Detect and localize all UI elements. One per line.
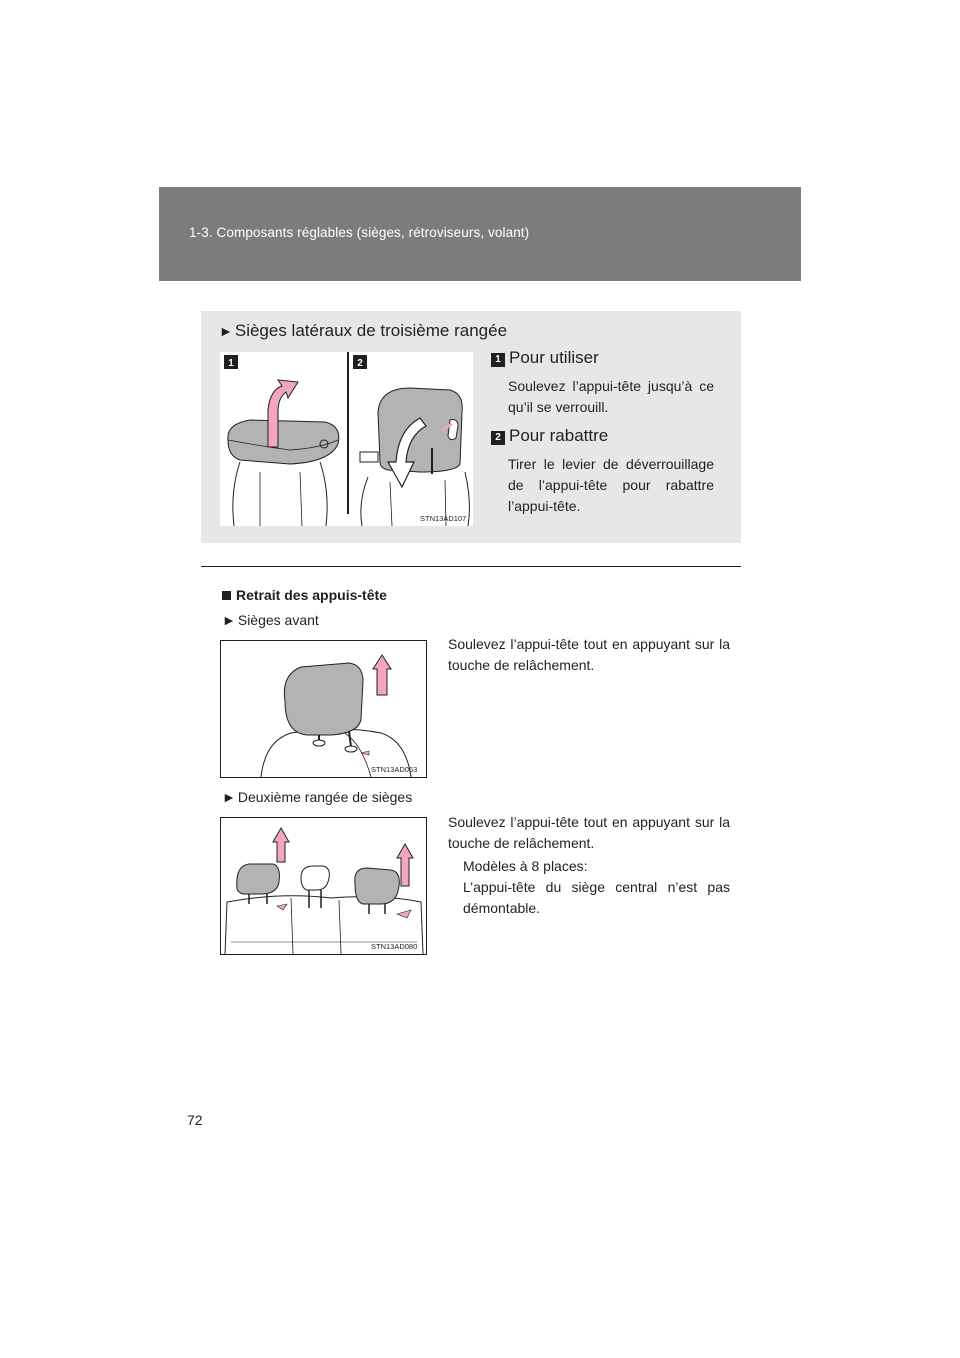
second-row-label-text: Deuxième rangée de sièges [237, 789, 413, 805]
triangle-bullet-icon: ► [219, 323, 233, 339]
figure-code: STN13AD080 [371, 942, 418, 951]
step-number-badge: 1 [491, 353, 505, 367]
front-seat-figure [220, 640, 427, 778]
step-1-description: Soulevez l’appui-tête jusqu’à ce qu’il se verrouill. [508, 378, 714, 415]
front-headrest-illustration [221, 641, 426, 777]
second-row-label [222, 789, 412, 805]
panel-title [219, 321, 507, 341]
section-title: 1-3. Composants réglables (sièges, rétroviseurs, volant) [189, 225, 530, 240]
step-number-badge: 2 [491, 431, 505, 445]
removal-heading-text: Retrait des appuis-tête [236, 587, 387, 603]
svg-text:1: 1 [228, 358, 234, 369]
section-header [159, 187, 801, 281]
svg-text:2: 2 [357, 358, 363, 369]
page-number: 72 [187, 1112, 203, 1128]
headrest-fold-illustration [220, 352, 473, 526]
third-row-panel [201, 311, 741, 543]
third-row-illustration [220, 352, 473, 526]
triangle-bullet-icon: ► [222, 612, 236, 628]
second-row-figure [220, 817, 427, 955]
eight-seat-note-text: L’appui-tête du siège central n’est pas démontable. [463, 879, 730, 916]
front-seats-instruction: Soulevez l’appui-tête tout en appuyant sur la touche de relâchement. [448, 636, 730, 673]
triangle-bullet-icon: ► [222, 789, 236, 805]
figure-code: STN13AD107 [420, 514, 467, 523]
panel-title-text: Sièges latéraux de troisième rangée [234, 321, 508, 340]
step-2-title [491, 426, 608, 446]
section-divider [201, 566, 741, 567]
second-row-instruction: Soulevez l’appui-tête tout en appuyant sur la touche de relâchement. [448, 814, 730, 851]
front-seats-label [222, 612, 319, 628]
step-1-title-text: Pour utiliser [509, 348, 599, 367]
removal-heading [222, 587, 387, 603]
front-seats-label-text: Sièges avant [237, 612, 319, 628]
eight-seat-note-title: Modèles à 8 places: [463, 858, 588, 874]
figure-code: STN13AD063 [371, 765, 418, 774]
second-row-headrest-illustration [221, 818, 426, 954]
step-2-title-text: Pour rabattre [509, 426, 609, 445]
square-marker-icon [222, 591, 231, 600]
step-1-title [491, 348, 599, 368]
step-2-description: Tirer le levier de déverrouillage de l’appui-tête pour rabattre l’appui-tête. [508, 456, 714, 514]
